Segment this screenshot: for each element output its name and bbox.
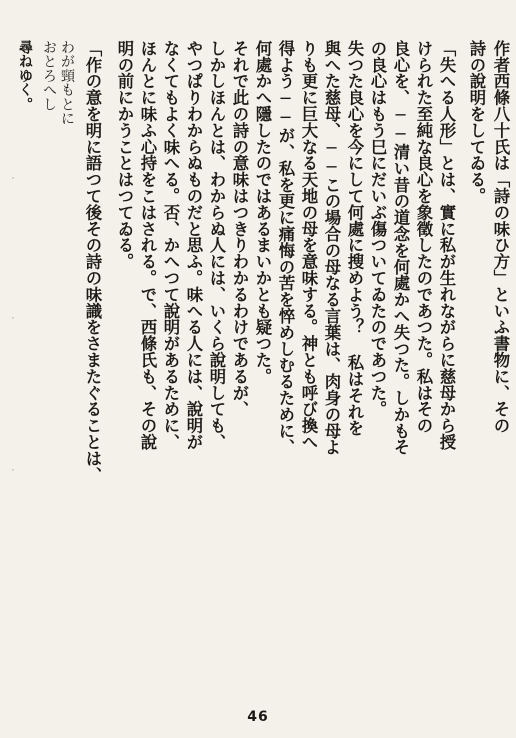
text-column: 失つた良心を今にして何處に搜めよう？ 私はそれを: [345, 40, 364, 437]
poem-line: 尋ねゆく。: [17, 40, 33, 111]
text-column: なくてもよく味へる。否、かへつて說明があるために、: [161, 40, 180, 450]
text-column: 作者西條八十氏は「詩の味ひ方」といふ書物に、その: [491, 40, 510, 434]
poem-line: わが頸もとに: [59, 40, 75, 126]
text-column: りも更に巨大なる天地の母を意味する。神とも呼び換へ: [299, 40, 318, 450]
text-column: けられた至純な良心を象徵したのであつた。私はその: [414, 40, 433, 434]
text-column: それで此の詩の意味はつきりわかるわけであるが、: [230, 40, 249, 418]
text-column: 良心を、──清い昔の道念を何處かへ失つた。しかもそ: [391, 40, 410, 456]
margin-mark: ′: [11, 468, 15, 479]
text-column: の良心はもう巳にだいぶ傷ついてゐたのであつた。: [368, 40, 387, 418]
text-column: しかしほんとは、わからぬ人には、いくら說明しても、: [207, 40, 226, 450]
text-column: 何處かへ隱したのではあるまいかとも疑つた。: [253, 40, 272, 385]
page-number: 46: [247, 709, 269, 725]
poem-line: おとろへし: [41, 40, 57, 111]
text-column: やつぱりわからぬものだと思ふ。味へる人には、說明が: [184, 40, 203, 450]
text-column: 與へた慈母、──この場合の母なる言葉は、肉身の母よ: [322, 40, 341, 456]
text-column: 得よう──が、私を更に痛悔の苦を悴めしむるために、: [276, 40, 295, 456]
text-column: 詩の說明をしてゐる。: [467, 40, 486, 204]
margin-mark: ′: [11, 316, 15, 327]
text-column: 「失へる人形」とは、實に私が生れながらに慈母から授: [437, 40, 456, 450]
text-column: 「作の意を明に語つて後その詩の味識をさまたぐることは、: [83, 40, 102, 483]
text-column: ほんとに味ふ心持をこはされる。で、西條氏も、その說: [138, 40, 157, 450]
margin-mark: ′: [11, 176, 15, 187]
text-column: 明の前にかうことはつてゐる。: [115, 40, 134, 270]
